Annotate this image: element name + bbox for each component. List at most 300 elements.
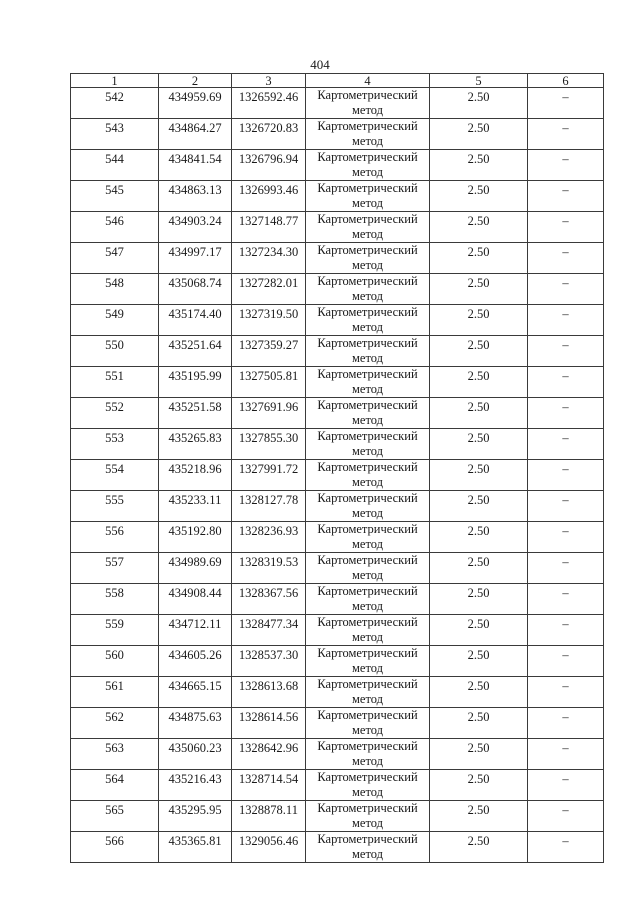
column-header: 3 <box>232 74 306 88</box>
accuracy-cell <box>430 429 528 460</box>
x-coordinate-cell <box>159 305 232 336</box>
note-cell <box>528 770 604 801</box>
accuracy-cell <box>430 770 528 801</box>
point-number-cell-text: 566 <box>105 834 124 848</box>
note-cell-text: – <box>562 524 569 538</box>
point-number-cell <box>71 708 159 739</box>
table-row <box>71 367 604 398</box>
point-number-cell <box>71 801 159 832</box>
method-cell <box>306 646 430 677</box>
x-coordinate-cell <box>159 708 232 739</box>
accuracy-cell <box>430 832 528 863</box>
method-cell <box>306 336 430 367</box>
x-coordinate-cell <box>159 646 232 677</box>
y-coordinate-cell-text: 1328127.78 <box>238 493 299 507</box>
note-cell-text: – <box>562 617 569 631</box>
method-cell <box>306 584 430 615</box>
method-cell-text: Картометрический метод <box>317 770 418 799</box>
method-cell <box>306 274 430 305</box>
x-coordinate-cell <box>159 553 232 584</box>
column-header: 4 <box>306 74 430 88</box>
method-cell-text: Картометрический метод <box>317 274 418 303</box>
point-number-cell <box>71 429 159 460</box>
accuracy-cell-text: 2.50 <box>467 307 490 321</box>
x-coordinate-cell-text: 435060.23 <box>168 741 222 755</box>
y-coordinate-cell <box>232 584 306 615</box>
point-number-cell-text: 562 <box>105 710 124 724</box>
method-cell-text: Картометрический метод <box>317 615 418 644</box>
y-coordinate-cell-text: 1327319.50 <box>238 307 299 321</box>
y-coordinate-cell-text: 1326796.94 <box>238 152 299 166</box>
point-number-cell <box>71 553 159 584</box>
y-coordinate-cell <box>232 212 306 243</box>
note-cell-text: – <box>562 90 569 104</box>
note-cell-text: – <box>562 772 569 786</box>
table-row <box>71 770 604 801</box>
y-coordinate-cell <box>232 429 306 460</box>
accuracy-cell <box>430 119 528 150</box>
column-header: 5 <box>430 74 528 88</box>
accuracy-cell-text: 2.50 <box>467 152 490 166</box>
method-cell <box>306 553 430 584</box>
x-coordinate-cell <box>159 522 232 553</box>
y-coordinate-cell <box>232 243 306 274</box>
accuracy-cell <box>430 88 528 119</box>
table-row <box>71 708 604 739</box>
note-cell <box>528 739 604 770</box>
note-cell <box>528 832 604 863</box>
accuracy-cell <box>430 305 528 336</box>
method-cell-text: Картометрический метод <box>317 398 418 427</box>
y-coordinate-cell-text: 1328537.30 <box>238 648 299 662</box>
point-number-cell-text: 548 <box>105 276 124 290</box>
x-coordinate-cell-text: 434908.44 <box>168 586 222 600</box>
note-cell-text: – <box>562 648 569 662</box>
point-number-cell-text: 552 <box>105 400 124 414</box>
point-number-cell <box>71 677 159 708</box>
note-cell-text: – <box>562 586 569 600</box>
method-cell <box>306 801 430 832</box>
x-coordinate-cell-text: 435365.81 <box>168 834 222 848</box>
note-cell <box>528 305 604 336</box>
method-cell <box>306 615 430 646</box>
y-coordinate-cell-text: 1328613.68 <box>238 679 299 693</box>
point-number-cell <box>71 305 159 336</box>
accuracy-cell <box>430 615 528 646</box>
table-row <box>71 801 604 832</box>
note-cell <box>528 243 604 274</box>
x-coordinate-cell-text: 435218.96 <box>168 462 222 476</box>
point-number-cell <box>71 832 159 863</box>
table-row <box>71 739 604 770</box>
point-number-cell <box>71 739 159 770</box>
method-cell <box>306 367 430 398</box>
note-cell-text: – <box>562 183 569 197</box>
table-row <box>71 584 604 615</box>
note-cell <box>528 88 604 119</box>
accuracy-cell <box>430 460 528 491</box>
x-coordinate-cell-text: 435195.99 <box>168 369 222 383</box>
accuracy-cell-text: 2.50 <box>467 648 490 662</box>
point-number-cell-text: 554 <box>105 462 124 476</box>
x-coordinate-cell-text: 434959.69 <box>168 90 222 104</box>
accuracy-cell <box>430 491 528 522</box>
method-cell <box>306 243 430 274</box>
method-cell-text: Картометрический метод <box>317 243 418 272</box>
note-cell-text: – <box>562 307 569 321</box>
method-cell <box>306 119 430 150</box>
x-coordinate-cell-text: 435216.43 <box>168 772 222 786</box>
note-cell-text: – <box>562 369 569 383</box>
x-coordinate-cell <box>159 243 232 274</box>
accuracy-cell <box>430 708 528 739</box>
accuracy-cell-text: 2.50 <box>467 400 490 414</box>
x-coordinate-cell <box>159 770 232 801</box>
y-coordinate-cell-text: 1327855.30 <box>238 431 299 445</box>
y-coordinate-cell <box>232 615 306 646</box>
method-cell <box>306 832 430 863</box>
note-cell <box>528 212 604 243</box>
table-row <box>71 553 604 584</box>
accuracy-cell-text: 2.50 <box>467 524 490 538</box>
method-cell-text: Картометрический метод <box>317 119 418 148</box>
method-cell <box>306 677 430 708</box>
note-cell <box>528 119 604 150</box>
accuracy-cell-text: 2.50 <box>467 276 490 290</box>
accuracy-cell-text: 2.50 <box>467 710 490 724</box>
point-number-cell-text: 550 <box>105 338 124 352</box>
x-coordinate-cell-text: 434841.54 <box>168 152 222 166</box>
point-number-cell-text: 558 <box>105 586 124 600</box>
point-number-cell <box>71 367 159 398</box>
x-coordinate-cell-text: 434989.69 <box>168 555 222 569</box>
x-coordinate-cell-text: 434863.13 <box>168 183 222 197</box>
point-number-cell-text: 551 <box>105 369 124 383</box>
note-cell-text: – <box>562 338 569 352</box>
y-coordinate-cell <box>232 553 306 584</box>
method-cell-text: Картометрический метод <box>317 677 418 706</box>
accuracy-cell <box>430 677 528 708</box>
y-coordinate-cell <box>232 832 306 863</box>
accuracy-cell <box>430 522 528 553</box>
point-number-cell-text: 549 <box>105 307 124 321</box>
accuracy-cell <box>430 181 528 212</box>
x-coordinate-cell <box>159 801 232 832</box>
note-cell-text: – <box>562 834 569 848</box>
note-cell <box>528 708 604 739</box>
coordinates-table <box>70 73 604 863</box>
x-coordinate-cell <box>159 460 232 491</box>
point-number-cell <box>71 522 159 553</box>
x-coordinate-cell <box>159 398 232 429</box>
y-coordinate-cell <box>232 677 306 708</box>
x-coordinate-cell <box>159 181 232 212</box>
x-coordinate-cell-text: 435265.83 <box>168 431 222 445</box>
table-row <box>71 522 604 553</box>
table-row <box>71 119 604 150</box>
x-coordinate-cell-text: 434665.15 <box>168 679 222 693</box>
point-number-cell <box>71 336 159 367</box>
point-number-cell <box>71 119 159 150</box>
accuracy-cell-text: 2.50 <box>467 493 490 507</box>
x-coordinate-cell <box>159 429 232 460</box>
table-row <box>71 88 604 119</box>
y-coordinate-cell-text: 1326993.46 <box>238 183 299 197</box>
table-row <box>71 243 604 274</box>
point-number-cell <box>71 150 159 181</box>
point-number-cell <box>71 615 159 646</box>
y-coordinate-cell-text: 1327359.27 <box>238 338 299 352</box>
note-cell-text: – <box>562 121 569 135</box>
table-row <box>71 398 604 429</box>
point-number-cell <box>71 212 159 243</box>
note-cell-text: – <box>562 431 569 445</box>
x-coordinate-cell <box>159 832 232 863</box>
note-cell-text: – <box>562 555 569 569</box>
x-coordinate-cell-text: 434903.24 <box>168 214 222 228</box>
y-coordinate-cell-text: 1327991.72 <box>238 462 299 476</box>
x-coordinate-cell-text: 435233.11 <box>168 493 222 507</box>
point-number-cell-text: 555 <box>105 493 124 507</box>
note-cell <box>528 150 604 181</box>
table-row <box>71 274 604 305</box>
note-cell <box>528 615 604 646</box>
table-row <box>71 181 604 212</box>
accuracy-cell-text: 2.50 <box>467 741 490 755</box>
y-coordinate-cell <box>232 119 306 150</box>
method-cell-text: Картометрический метод <box>317 181 418 210</box>
y-coordinate-cell-text: 1328319.53 <box>238 555 299 569</box>
x-coordinate-cell-text: 435174.40 <box>168 307 222 321</box>
method-cell <box>306 150 430 181</box>
y-coordinate-cell-text: 1328236.93 <box>238 524 299 538</box>
note-cell <box>528 274 604 305</box>
x-coordinate-cell <box>159 367 232 398</box>
y-coordinate-cell <box>232 367 306 398</box>
note-cell-text: – <box>562 710 569 724</box>
accuracy-cell <box>430 553 528 584</box>
accuracy-cell-text: 2.50 <box>467 121 490 135</box>
point-number-cell-text: 543 <box>105 121 124 135</box>
method-cell-text: Картометрический метод <box>317 305 418 334</box>
y-coordinate-cell-text: 1329056.46 <box>238 834 299 848</box>
point-number-cell-text: 559 <box>105 617 124 631</box>
x-coordinate-cell <box>159 150 232 181</box>
x-coordinate-cell <box>159 615 232 646</box>
accuracy-cell <box>430 398 528 429</box>
point-number-cell <box>71 274 159 305</box>
table-row <box>71 429 604 460</box>
method-cell <box>306 739 430 770</box>
accuracy-cell-text: 2.50 <box>467 462 490 476</box>
method-cell <box>306 181 430 212</box>
y-coordinate-cell-text: 1327282.01 <box>238 276 299 290</box>
x-coordinate-cell-text: 434864.27 <box>168 121 222 135</box>
x-coordinate-cell <box>159 212 232 243</box>
accuracy-cell-text: 2.50 <box>467 183 490 197</box>
method-cell-text: Картометрический метод <box>317 801 418 830</box>
x-coordinate-cell-text: 434875.63 <box>168 710 222 724</box>
point-number-cell <box>71 770 159 801</box>
y-coordinate-cell-text: 1328714.54 <box>238 772 299 786</box>
y-coordinate-cell <box>232 274 306 305</box>
y-coordinate-cell <box>232 491 306 522</box>
method-cell-text: Картометрический метод <box>317 553 418 582</box>
y-coordinate-cell <box>232 305 306 336</box>
header-row <box>71 74 604 88</box>
method-cell-text: Картометрический метод <box>317 832 418 861</box>
x-coordinate-cell <box>159 336 232 367</box>
point-number-cell-text: 557 <box>105 555 124 569</box>
note-cell <box>528 801 604 832</box>
note-cell-text: – <box>562 679 569 693</box>
accuracy-cell-text: 2.50 <box>467 679 490 693</box>
x-coordinate-cell-text: 434605.26 <box>168 648 222 662</box>
y-coordinate-cell-text: 1327234.30 <box>238 245 299 259</box>
point-number-cell <box>71 584 159 615</box>
note-cell-text: – <box>562 803 569 817</box>
x-coordinate-cell-text: 434712.11 <box>168 617 222 631</box>
x-coordinate-cell <box>159 491 232 522</box>
x-coordinate-cell-text: 435068.74 <box>168 276 222 290</box>
accuracy-cell-text: 2.50 <box>467 369 490 383</box>
note-cell-text: – <box>562 276 569 290</box>
method-cell-text: Картометрический метод <box>317 646 418 675</box>
accuracy-cell <box>430 212 528 243</box>
accuracy-cell <box>430 739 528 770</box>
accuracy-cell <box>430 274 528 305</box>
y-coordinate-cell-text: 1328477.34 <box>238 617 299 631</box>
table-row <box>71 615 604 646</box>
point-number-cell-text: 565 <box>105 803 124 817</box>
table-body <box>71 88 604 863</box>
note-cell-text: – <box>562 152 569 166</box>
y-coordinate-cell <box>232 646 306 677</box>
y-coordinate-cell-text: 1328642.96 <box>238 741 299 755</box>
method-cell <box>306 460 430 491</box>
x-coordinate-cell-text: 435251.58 <box>168 400 222 414</box>
page-number: 404 <box>310 57 330 72</box>
x-coordinate-cell <box>159 274 232 305</box>
y-coordinate-cell <box>232 522 306 553</box>
method-cell <box>306 305 430 336</box>
point-number-cell-text: 564 <box>105 772 124 786</box>
table-row <box>71 677 604 708</box>
x-coordinate-cell <box>159 88 232 119</box>
x-coordinate-cell-text: 434997.17 <box>168 245 222 259</box>
note-cell-text: – <box>562 741 569 755</box>
accuracy-cell-text: 2.50 <box>467 803 490 817</box>
y-coordinate-cell <box>232 770 306 801</box>
y-coordinate-cell <box>232 460 306 491</box>
point-number-cell <box>71 243 159 274</box>
y-coordinate-cell <box>232 150 306 181</box>
point-number-cell <box>71 646 159 677</box>
column-header: 6 <box>528 74 604 88</box>
accuracy-cell <box>430 801 528 832</box>
note-cell <box>528 522 604 553</box>
method-cell-text: Картометрический метод <box>317 708 418 737</box>
note-cell-text: – <box>562 462 569 476</box>
y-coordinate-cell-text: 1326720.83 <box>238 121 299 135</box>
y-coordinate-cell <box>232 181 306 212</box>
y-coordinate-cell-text: 1328367.56 <box>238 586 299 600</box>
method-cell-text: Картометрический метод <box>317 88 418 117</box>
point-number-cell-text: 545 <box>105 183 124 197</box>
point-number-cell-text: 546 <box>105 214 124 228</box>
accuracy-cell-text: 2.50 <box>467 772 490 786</box>
point-number-cell <box>71 181 159 212</box>
table-row <box>71 832 604 863</box>
method-cell-text: Картометрический метод <box>317 367 418 396</box>
accuracy-cell-text: 2.50 <box>467 586 490 600</box>
table-row <box>71 305 604 336</box>
note-cell-text: – <box>562 493 569 507</box>
y-coordinate-cell <box>232 88 306 119</box>
y-coordinate-cell <box>232 801 306 832</box>
note-cell <box>528 336 604 367</box>
x-coordinate-cell <box>159 584 232 615</box>
y-coordinate-cell-text: 1328614.56 <box>238 710 299 724</box>
method-cell <box>306 708 430 739</box>
accuracy-cell-text: 2.50 <box>467 245 490 259</box>
point-number-cell <box>71 88 159 119</box>
y-coordinate-cell-text: 1327505.81 <box>238 369 299 383</box>
note-cell <box>528 553 604 584</box>
accuracy-cell <box>430 150 528 181</box>
x-coordinate-cell-text: 435295.95 <box>168 803 222 817</box>
y-coordinate-cell-text: 1328878.11 <box>239 803 298 817</box>
accuracy-cell <box>430 243 528 274</box>
method-cell-text: Картометрический метод <box>317 460 418 489</box>
note-cell <box>528 181 604 212</box>
point-number-cell-text: 556 <box>105 524 124 538</box>
x-coordinate-cell <box>159 677 232 708</box>
point-number-cell-text: 544 <box>105 152 124 166</box>
y-coordinate-cell-text: 1327691.96 <box>238 400 299 414</box>
column-header: 1 <box>71 74 159 88</box>
y-coordinate-cell-text: 1326592.46 <box>238 90 299 104</box>
note-cell <box>528 398 604 429</box>
method-cell <box>306 429 430 460</box>
accuracy-cell <box>430 336 528 367</box>
table-row <box>71 212 604 243</box>
note-cell <box>528 584 604 615</box>
x-coordinate-cell <box>159 739 232 770</box>
table-row <box>71 460 604 491</box>
accuracy-cell <box>430 646 528 677</box>
table-row <box>71 646 604 677</box>
y-coordinate-cell <box>232 398 306 429</box>
note-cell <box>528 646 604 677</box>
note-cell <box>528 429 604 460</box>
table-row <box>71 150 604 181</box>
point-number-cell-text: 547 <box>105 245 124 259</box>
method-cell-text: Картометрический метод <box>317 212 418 241</box>
point-number-cell <box>71 460 159 491</box>
column-header: 2 <box>159 74 232 88</box>
method-cell <box>306 88 430 119</box>
point-number-cell <box>71 491 159 522</box>
note-cell-text: – <box>562 245 569 259</box>
point-number-cell-text: 553 <box>105 431 124 445</box>
method-cell <box>306 770 430 801</box>
method-cell-text: Картометрический метод <box>317 150 418 179</box>
point-number-cell-text: 542 <box>105 90 124 104</box>
method-cell <box>306 398 430 429</box>
note-cell-text: – <box>562 400 569 414</box>
method-cell-text: Картометрический метод <box>317 584 418 613</box>
